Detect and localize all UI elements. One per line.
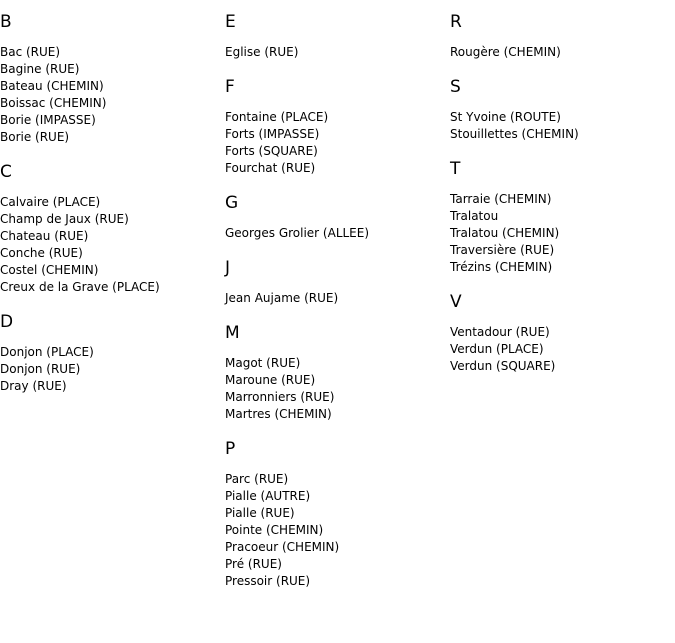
street-link-jean-aujame-rue[interactable]: Jean Aujame (RUE) — [225, 291, 339, 305]
street-link-stouillettes-chemin[interactable]: Stouillettes (CHEMIN) — [450, 127, 579, 141]
street-link-rougere-chemin[interactable]: Rougère (CHEMIN) — [450, 45, 561, 59]
street-link-conche-rue[interactable]: Conche (RUE) — [0, 246, 83, 260]
list-item — [225, 488, 445, 505]
list-item — [225, 225, 445, 242]
letter-heading: G — [225, 193, 239, 213]
street-link-marronniers-rue[interactable]: Marronniers (RUE) — [225, 390, 335, 404]
list-item — [225, 143, 445, 160]
street-link-forts-square[interactable]: Forts (SQUARE) — [225, 144, 318, 158]
street-link-st-yvoine-route[interactable]: St Yvoine (ROUTE) — [450, 110, 561, 124]
street-link-tralatou[interactable]: Tralatou — [450, 209, 499, 223]
letter-group-d — [0, 312, 220, 395]
letter-heading: T — [450, 159, 461, 179]
letter-heading: V — [450, 292, 462, 312]
letter-group-e — [225, 12, 445, 61]
street-list — [450, 109, 670, 143]
letter-group-f — [225, 77, 445, 177]
list-item — [450, 225, 670, 242]
street-link-bac-rue[interactable]: Bac (RUE) — [0, 45, 61, 59]
list-item — [225, 109, 445, 126]
list-item — [0, 129, 220, 146]
list-item — [0, 228, 220, 245]
list-item — [225, 471, 445, 488]
list-item — [450, 358, 670, 375]
list-item — [225, 160, 445, 177]
street-link-boissac-chemin[interactable]: Boissac (CHEMIN) — [0, 96, 107, 110]
street-link-borie-impasse[interactable]: Borie (IMPASSE) — [0, 113, 96, 127]
street-link-pialle-autre[interactable]: Pialle (AUTRE) — [225, 489, 311, 503]
street-list — [225, 109, 445, 177]
street-link-tralatou-chemin[interactable]: Tralatou (CHEMIN) — [450, 226, 560, 240]
letter-heading: B — [0, 12, 12, 32]
letter-heading: P — [225, 439, 236, 459]
list-item — [0, 95, 220, 112]
letter-heading: S — [450, 77, 461, 97]
list-item — [450, 242, 670, 259]
street-link-dray-rue[interactable]: Dray (RUE) — [0, 379, 67, 393]
street-column-1 — [0, 12, 220, 411]
street-link-georges-grolier-allee[interactable]: Georges Grolier (ALLEE) — [225, 226, 370, 240]
street-list — [0, 344, 220, 395]
letter-group-c — [0, 162, 220, 296]
street-link-donjon-rue[interactable]: Donjon (RUE) — [0, 362, 81, 376]
list-item — [0, 112, 220, 129]
street-link-verdun-place[interactable]: Verdun (PLACE) — [450, 342, 544, 356]
street-list — [225, 290, 445, 307]
street-link-pointe-chemin[interactable]: Pointe (CHEMIN) — [225, 523, 324, 537]
list-item — [450, 324, 670, 341]
street-list — [225, 355, 445, 423]
list-item — [450, 259, 670, 276]
street-link-donjon-place[interactable]: Donjon (PLACE) — [0, 345, 94, 359]
street-list — [225, 44, 445, 61]
list-item — [225, 406, 445, 423]
letter-group-b — [0, 12, 220, 146]
list-item — [225, 44, 445, 61]
list-item — [0, 344, 220, 361]
list-item — [450, 341, 670, 358]
list-item — [0, 245, 220, 262]
street-list — [450, 191, 670, 276]
list-item — [0, 61, 220, 78]
street-link-borie-rue[interactable]: Borie (RUE) — [0, 130, 70, 144]
letter-heading: E — [225, 12, 236, 32]
list-item — [450, 126, 670, 143]
street-link-costel-chemin[interactable]: Costel (CHEMIN) — [0, 263, 99, 277]
street-column-2 — [225, 12, 445, 606]
letter-group-j — [225, 258, 445, 307]
list-item — [0, 78, 220, 95]
letter-heading: R — [450, 12, 462, 32]
street-link-pracoeur-chemin[interactable]: Pracoeur (CHEMIN) — [225, 540, 340, 554]
street-list — [0, 194, 220, 296]
letter-heading: D — [0, 312, 14, 332]
list-item — [225, 522, 445, 539]
list-item — [0, 211, 220, 228]
street-list — [0, 44, 220, 146]
street-link-fourchat-rue[interactable]: Fourchat (RUE) — [225, 161, 316, 175]
letter-heading: J — [225, 258, 231, 278]
list-item — [0, 378, 220, 395]
list-item — [225, 290, 445, 307]
letter-group-g — [225, 193, 445, 242]
letter-heading: M — [225, 323, 240, 343]
street-column-3 — [450, 12, 670, 391]
street-link-ventadour-rue[interactable]: Ventadour (RUE) — [450, 325, 550, 339]
street-list — [450, 324, 670, 375]
list-item — [225, 505, 445, 522]
letter-group-v — [450, 292, 670, 375]
street-link-champ-de-jaux-rue[interactable]: Champ de Jaux (RUE) — [0, 212, 129, 226]
list-item — [225, 355, 445, 372]
list-item — [0, 44, 220, 61]
list-item — [225, 556, 445, 573]
street-list — [225, 471, 445, 590]
list-item — [225, 573, 445, 590]
street-link-forts-impasse[interactable]: Forts (IMPASSE) — [225, 127, 320, 141]
street-link-eglise-rue[interactable]: Eglise (RUE) — [225, 45, 299, 59]
list-item — [225, 539, 445, 556]
letter-group-m — [225, 323, 445, 423]
list-item — [225, 372, 445, 389]
street-link-parc-rue[interactable]: Parc (RUE) — [225, 472, 289, 486]
list-item — [225, 126, 445, 143]
list-item — [0, 262, 220, 279]
street-link-maroune-rue[interactable]: Maroune (RUE) — [225, 373, 316, 387]
list-item — [0, 361, 220, 378]
street-link-calvaire-place[interactable]: Calvaire (PLACE) — [0, 195, 101, 209]
street-link-trezins-chemin[interactable]: Trézins (CHEMIN) — [450, 260, 553, 274]
street-link-traversiere-rue[interactable]: Traversière (RUE) — [450, 243, 555, 257]
street-link-verdun-square[interactable]: Verdun (SQUARE) — [450, 359, 556, 373]
list-item — [450, 191, 670, 208]
list-item — [450, 109, 670, 126]
letter-group-r — [450, 12, 670, 61]
street-link-magot-rue[interactable]: Magot (RUE) — [225, 356, 301, 370]
list-item — [450, 208, 670, 225]
letter-group-s — [450, 77, 670, 143]
street-list — [225, 225, 445, 242]
street-link-fontaine-place[interactable]: Fontaine (PLACE) — [225, 110, 329, 124]
street-link-bateau-chemin[interactable]: Bateau (CHEMIN) — [0, 79, 104, 93]
street-link-pressoir-rue[interactable]: Pressoir (RUE) — [225, 574, 311, 588]
street-link-tarraie-chemin[interactable]: Tarraie (CHEMIN) — [450, 192, 552, 206]
list-item — [0, 194, 220, 211]
letter-group-t — [450, 159, 670, 276]
street-link-pialle-rue[interactable]: Pialle (RUE) — [225, 506, 295, 520]
street-link-chateau-rue[interactable]: Chateau (RUE) — [0, 229, 89, 243]
list-item — [225, 389, 445, 406]
street-list — [450, 44, 670, 61]
list-item — [450, 44, 670, 61]
street-link-creux-de-la-grave-place[interactable]: Creux de la Grave (PLACE) — [0, 280, 160, 294]
letter-heading: F — [225, 77, 235, 97]
letter-group-p — [225, 439, 445, 590]
street-link-martres-chemin[interactable]: Martres (CHEMIN) — [225, 407, 332, 421]
street-link-bagine-rue[interactable]: Bagine (RUE) — [0, 62, 80, 76]
letter-heading: C — [0, 162, 12, 182]
street-link-pre-rue[interactable]: Pré (RUE) — [225, 557, 282, 571]
list-item — [0, 279, 220, 296]
